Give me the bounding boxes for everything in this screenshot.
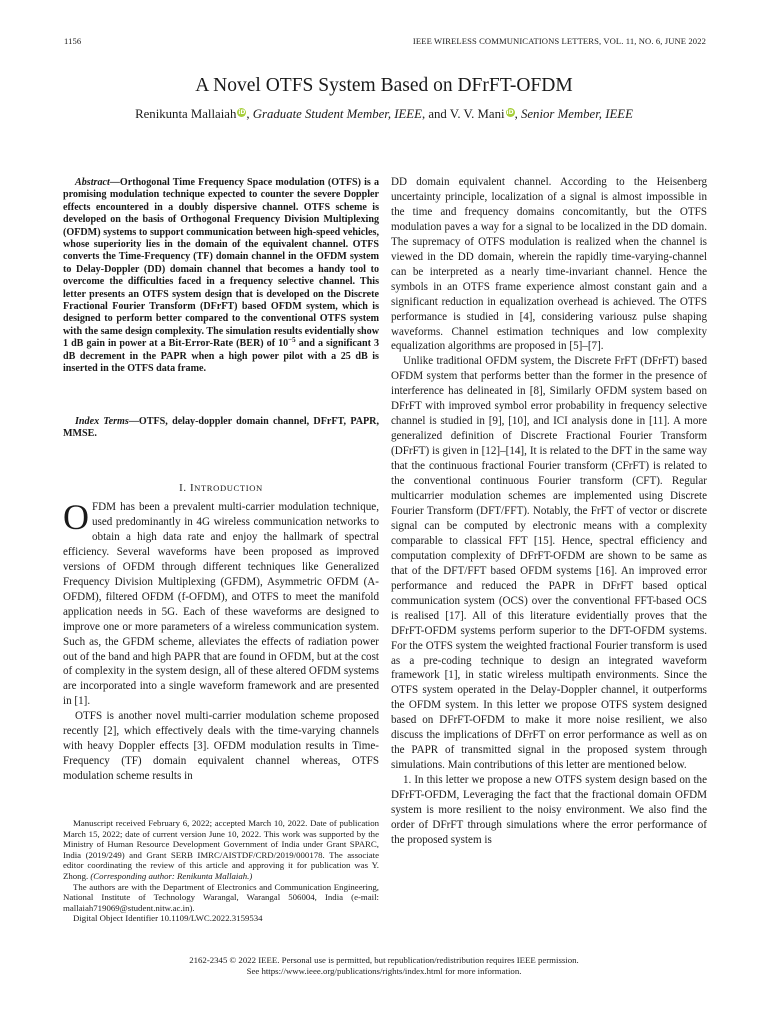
journal-name: IEEE WIRELESS COMMUNICATIONS LETTERS, VOL. 11, NO. 6, JUNE 2022 [412,36,706,46]
copyright-line-2: See https://www.ieee.org/publications/rights/index.html for more information. [246,966,522,977]
abstract-body: —Orthogonal Time Frequency Space modulation (OTFS) is a promising modulation technique expected to counter the severe Doppler effects encountered in a doubly dispersive channel. OTFS scheme is developed on the basis of Orthogonal Frequency Division Multiplexing (OFDM) systems to support communication between high-speed vehicles, whose superiority lies in the domain of the equivalent channel. OTFS converts the Time-Frequency (TF) domain channel in the OFDM system to Delay-Doppler (DD) domain channel that becomes a handy tool to overcome the difficulties faced in a frequency selective channel. This letter presents an OTFS system design that is developed on the Discrete Fractional Fourier Transform (DFrFT) based OFDM system, which is designed to perform better compared to the conventional OTFS system with the same design complexity. The simulation results evidentially show 1 dB gain in power at a Bit-Error-Rate (BER) of 10 [63,177,379,350]
author-1-role: Graduate Student Member, IEEE [252,107,422,121]
author-1: Renikunta Mallaiah [135,107,237,121]
right-paragraph-3: 1. In this letter we propose a new OTFS system design based on the DFrFT-OFDM, Leveraging the fact that the fractional domain OFDM system is more resilient to the noisy environment. We also find the order of DFrFT through simulations where the error performance of the proposed system is [391,774,707,846]
section-numeral: I. I [179,482,195,494]
drop-cap: O [63,497,89,537]
intro-paragraph-1-text: FDM has been a prevalent multi-carrier modulation technique, used predominantly in 4G wireless communication networks to obtain a high data rate and enjoy the hallmark of spectral efficiency. Several waveforms have been proposed as improved versions of OFDM through different techniques like Generalized Frequency Division Multiplexing (GFDM), Asymmetric OFDM (A-OFDM), filtered OFDM (f-OFDM), and OTFS to meet the manifold application needs in 5G. Each of these waveforms are designed to improve one or more parameters of a wireless communication system. Such as, the GFDM scheme, alleviates the effects of radiation power out of the band and high PAPR that are found in OFDM, but at the cost of complexity in the system design, all of these altered OFDM systems are incorporated into a single waveform framework and are presented in [1]. [63,501,379,708]
footnote-affiliation: The authors are with the Department of Electronics and Communication Engineering, National Institute of Technology Warangal, Warangal 506004, India (e-mail: mallaiah719069@student.nitw.ac.in). [63,881,379,913]
abstract-exponent: −5 [288,336,296,345]
footnote-manuscript-text: Manuscript received February 6, 2022; accepted March 10, 2022. Date of publication March 15, 2022; date of current version June 10, 2022. This work was supported by the Ministry of Human Resource Development Government of India under Grant SPARC, India (2019/249) and Grant SERB IMRC/AISTDF/CRD/2019/000178. The associate editor coordinating the review of this article and approving it for publication was Y. Zhong. [63,818,379,881]
copyright-line-1: 2162-2345 © 2022 IEEE. Personal use is permitted, but republication/redistribution requires IEEE permission. [189,955,579,965]
index-terms [63,416,379,441]
abstract-body-end: and a significant 3 dB decrement in the PAPR when a high power pilot with a 25 dB is inserted in the OTFS data frame. [63,338,379,375]
index-terms-label: Index Terms [75,416,129,427]
intro-paragraph-1 [63,497,379,709]
section-heading-introduction [63,482,379,494]
intro-paragraph-2: OTFS is another novel multi-carrier modulation scheme proposed recently [2], which effectively deals with the time-varying channels with heavy Doppler effects [3]. OFDM modulation results in Time-Frequency (TF) domain equivalent channel whereas, OTFS modulation scheme results in [63,710,379,783]
abstract-label: Abstract [75,177,110,188]
index-terms-body: —OTFS, delay-doppler domain channel, DFrFT, PAPR, MMSE. [63,416,379,440]
paper-title: A Novel OTFS System Based on DFrFT-OFDM [195,75,573,96]
author-line: Renikunta Mallaiah iD, Graduate Student Member, IEEE, and V. V. Mani iD, Senior Member, IEEE [135,107,633,121]
right-column-text [391,175,707,848]
right-paragraph-2: Unlike traditional OFDM system, the Discrete FrFT (DFrFT) based OFDM system that performs better than the former in the presence of interference has delineated in [8], Similarly OFDM system based on DFrFT with improved symbol error probability in frequency selective channel is studied in [9], [10], and ICI analysis done in [11]. A more generalized definition of Discrete Fractional Fourier Transform (DFrFT) is given in [12]–[14], It is related to the DFT in the same way that the continuous fractional Fourier transform (CFrFT) is related to the conventional continuous Fourier transform (CFT). Regular multicarrier modulation schemes are implemented using Discrete Fourier Transform (DFT/FFT). Notably, the FrFT of vector or discrete signal can be computed by electronic means with a complexity comparable to classical FFT [15]. Hence, spectral efficiency and computation complexity of DFrFT-OFDM are shown to be same as that of the DFT/FFT based OFDM systems [16]. An improved error performance and reduced the PAPR in DFrFT based optical communication system (OCS) over the conventional FFT-based OCS is realised [17]. All of this literature evidentially proves that the DFrFT-OFDM systems perform superior to the DFT-OFDM systems. For the OTFS system the weighted fractional Fourier transform is used as a pre-coding technique to design an integrated waveform framework [1], in static wireless multipath environments. Since the OTFS system operated in the Delay-Doppler channel, it outperforms the OFDM system. In this letter we propose OTFS system designed based on DFrFT-OFDM to make it more noise resilient, we also discuss the implications of DFrFT on error performance as well as on the PAPR of transmitted signal in the proposed system through simulations. Main contributions of this letter are mentioned below. [391,355,707,772]
footnote-doi: Digital Object Identifier 10.1109/LWC.2022.3159534 [73,913,263,924]
copyright-footer [0,955,768,978]
left-column-text [63,497,379,784]
orcid-icon[interactable]: iD [238,109,246,116]
orcid-icon[interactable]: iD [506,109,514,116]
author-2-role: Senior Member, IEEE [520,107,633,121]
abstract [63,177,379,376]
corresponding-author: (Corresponding author: Renikunta Mallaiah.) [90,870,253,881]
right-paragraph-1: DD domain equivalent channel. According to the Heisenberg uncertainty principle, localization of a signal is almost impossible in the time and frequency domains concomitantly, but the OTFS modulation paves a way for a signal to be localized in the DD domain. The supremacy of OTFS modulation is realized when the channel is viewed in the DD domain, wherein the rapidly time-varying-channel can be interpreted as a nearly time-invariant channel. Hence the symbols in an OTFS frame experience almost constant gain and a significant reduction in equalization overhead is achieved. The OTFS performance is studied in [4], considering variousz pulse shaping waveforms. Channel estimation techniques and low complexity equalization algorithms are proposed in [5]–[7]. [391,176,707,353]
footnote-manuscript [63,818,379,882]
author-2: V. V. Mani [449,107,505,121]
author-conjunction: , and [421,107,450,121]
page-number: 1156 [64,36,82,46]
footnote [63,818,379,924]
section-title-rest: NTRODUCTION [194,483,263,493]
